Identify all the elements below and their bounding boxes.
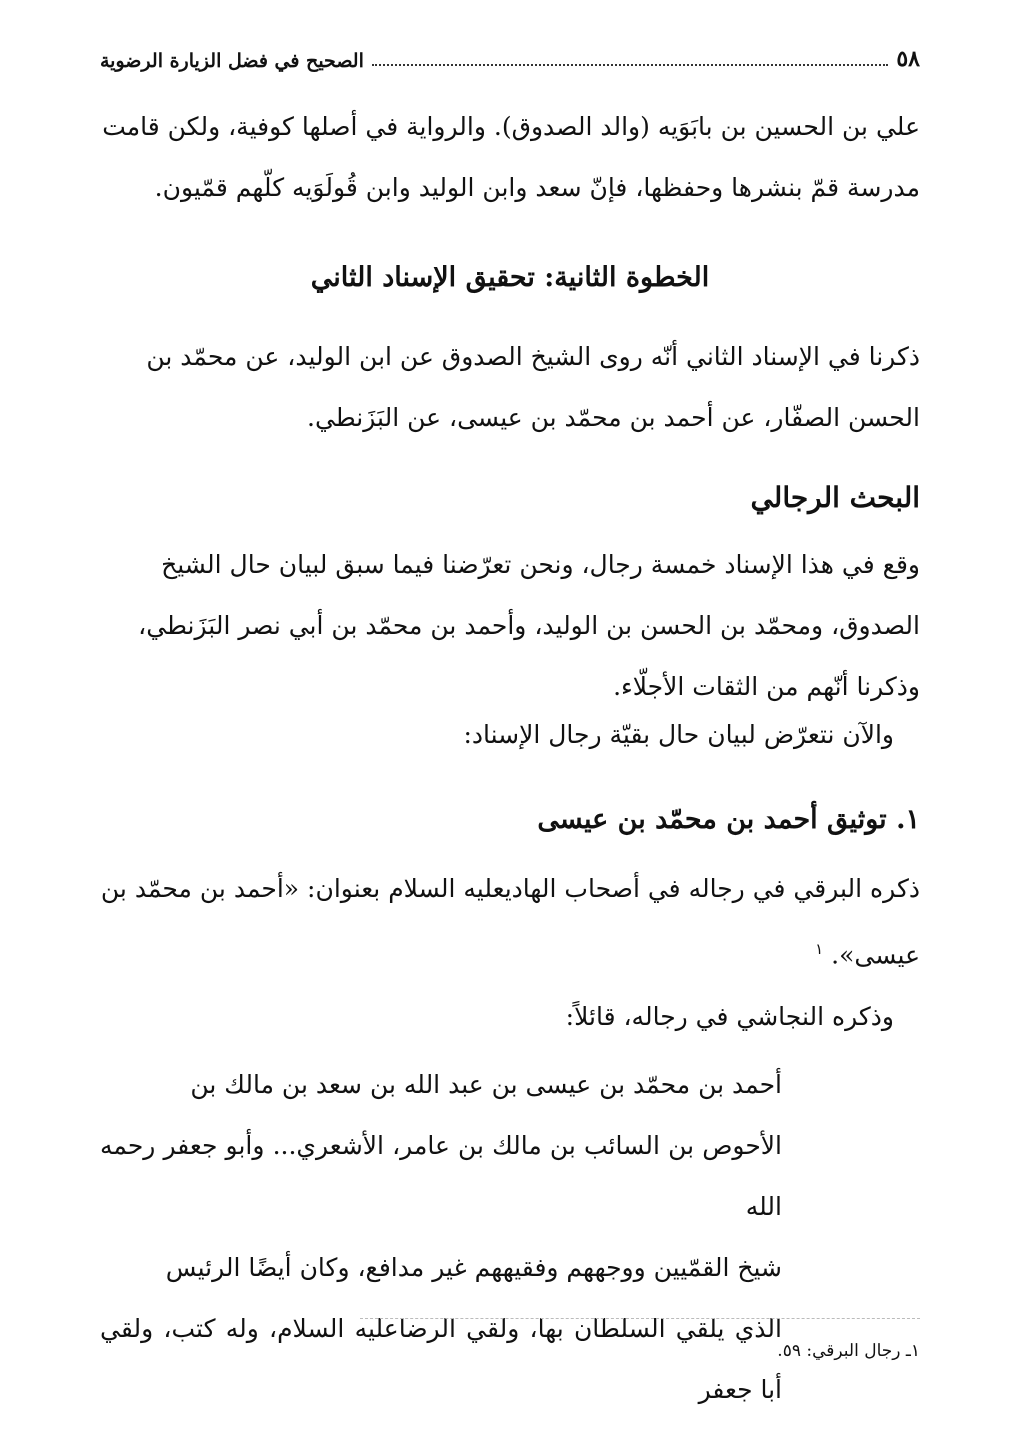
text-line: أحمد بن محمّد بن عيسى بن عبد الله بن سعد بن مالك بن [190,1070,782,1099]
footnote-separator [360,1318,920,1319]
quotation-block [100,1054,782,1420]
paragraph-rijal [100,534,920,717]
page-number: ٥٨ [896,46,920,72]
text-line: الصدوق، ومحمّد بن الحسن بن الوليد، وأحمد بن محمّد بن أبي نصر البَزَنطي، [138,611,920,640]
text-fragment: عيسى». [831,940,920,970]
paragraph-intro [100,96,920,218]
text-line: علي بن الحسين بن بابَوَيه (والد الصدوق). والرواية في أصلها كوفية، ولكن قامت [102,112,920,141]
header-dotted-leader [372,64,888,66]
paragraph-transition: والآن نتعرّض لبيان حال بقيّة رجال الإسناد: [463,720,894,749]
text-line: وقع في هذا الإسناد خمسة رجال، ونحن تعرّضنا فيما سبق لبيان حال الشيخ [161,550,920,579]
text-line: وذكرنا أنّهم من الثقات الأجلّاء. [613,672,920,701]
running-header [100,38,920,72]
running-title: الصحيح في فضل الزيارة الرضوية [100,50,364,72]
paragraph-najashi-intro: وذكره النجاشي في رجاله، قائلاً: [565,1002,894,1031]
text-line: ذكرنا في الإسناد الثاني أنّه روى الشيخ الصدوق عن ابن الوليد، عن محمّد بن [146,342,920,371]
text-line: الأحوص بن السائب بن مالك بن عامر، الأشعري... وأبو جعفر رحمه الله [100,1131,782,1221]
footnote-marker: ١ [815,940,824,958]
footnote-text: ١ـ رجال البرقي: ٥٩. [777,1341,920,1361]
section-heading-step2: الخطوة الثانية: تحقيق الإسناد الثاني [310,262,710,293]
section-heading-rijal: البحث الرجالي [750,481,920,514]
text-line: شيخ القمّيين ووجههم وفقيههم غير مدافع، وكان أيضًا الرئيس [165,1253,782,1282]
text-line [100,919,920,985]
text-line: الذي يلقي السلطان بها، ولقي الرضاعليه السلام، وله كتب، ولقي أبا جعفر [100,1314,782,1404]
paragraph-barqi [100,858,920,985]
section-heading-tawthiq: ١. توثيق أحمد بن محمّد بن عيسى [537,804,920,835]
paragraph-isnad [100,326,920,448]
text-line: الحسن الصفّار، عن أحمد بن محمّد بن عيسى، عن البَزَنطي. [307,403,920,432]
text-line: ذكره البرقي في رجاله في أصحاب الهاديعليه السلام بعنوان: «أحمد بن محمّد بن [100,874,920,903]
text-line: مدرسة قمّ بنشرها وحفظها، فإنّ سعد وابن الوليد وابن قُولَوَيه كلّهم قمّيون. [154,173,920,202]
